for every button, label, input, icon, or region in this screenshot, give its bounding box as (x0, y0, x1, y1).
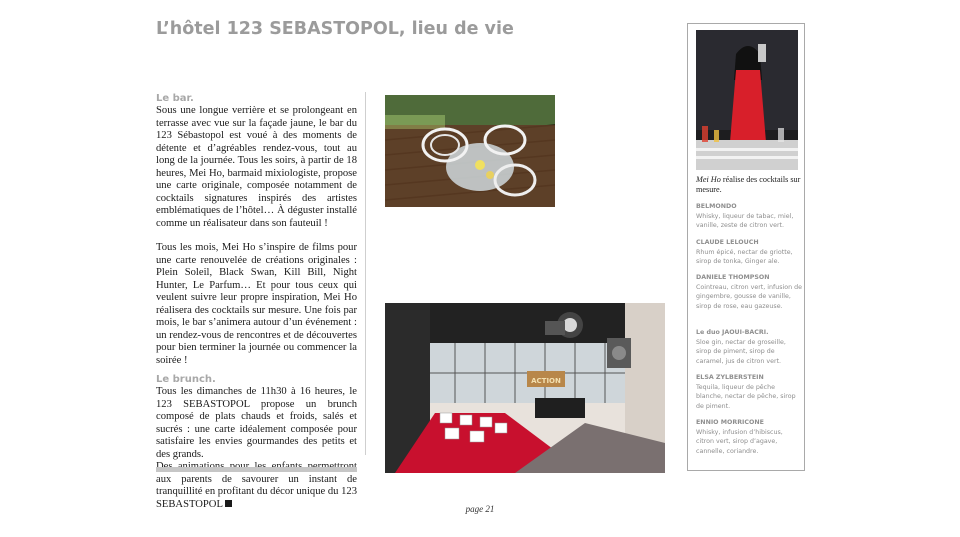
cocktail-item (696, 238, 802, 267)
cocktail-description: Whisky, liqueur de tabac, miel, vanille, zeste de citron vert. (696, 212, 794, 230)
cocktail-name: CLAUDE LELOUCH (696, 239, 759, 246)
cocktail-name: DANIELE THOMPSON (696, 274, 770, 281)
bar-paragraph-2: Tous les mois, Mei Ho s’inspire de films pour une carte renouvelée de créations originales : Plein Soleil, Black Swan, Kill Bill, Night Hunter, Le Parfum… Et pour tous ceux qui veulent suivre leur propre inspiration, Mei Ho réalisera des cocktails sur mesure. Une fois par mois, le bar s’animera autour d’un événement : un rendez-vous de rencontres et de découvertes pour bien terminer la journée ou commencer la soirée ! (156, 242, 357, 366)
bar-paragraph-1: Sous une longue verrière et se prolongeant en terrasse avec vue sur la façade jaune, le bar du 123 Sébastopol est voué à des moments de détente et d’agréables rendez-vous, tout au long de la journée. Tous les soirs, à partir de 18 heures, Mei Ho, barmaid mixiologiste, propose une carte originale, composée notamment de cocktails signatures inspirés des artistes emblématiques de l’hôtel… À déguster installé comme un réalisateur dans son fauteuil ! (156, 105, 357, 229)
brunch-heading: Le brunch. (156, 374, 216, 385)
bar-interior-illustration (385, 303, 665, 473)
cocktail-description: Whisky, infusion d’hibiscus, citron vert, sirop d’agave, cannelle, coriandre. (696, 428, 783, 455)
column-divider (365, 92, 366, 455)
photo-caption (696, 175, 804, 194)
cocktail-item (696, 328, 802, 366)
cocktail-item (696, 418, 802, 456)
cocktail-description: Cointreau, citron vert, infusion de gingembre, gousse de vanille, sirop de rose, eau gazeuse. (696, 283, 802, 310)
brunch-paragraph-1: Tous les dimanches de 11h30 à 16 heures, le 123 SEBASTOPOL propose un brunch composé de plats chauds et froids, salés et sucrés : une carte idéalement composée pour satisfaire les envies gourmandes des petits et des grands. (156, 386, 357, 460)
bar-heading: Le bar. (156, 93, 194, 104)
bottom-rule (156, 467, 357, 472)
cocktail-description: Rhum épicé, nectar de griotte, sirop de tonka, Ginger ale. (696, 248, 793, 266)
main-text-column (156, 92, 357, 511)
caption-name: Mei Ho (696, 175, 721, 184)
terrace-photo-illustration (385, 95, 555, 207)
bar-interior-photo (385, 303, 665, 473)
bartender-photo (696, 30, 798, 170)
terrace-photo (385, 95, 555, 207)
cocktail-item (696, 373, 802, 411)
bartender-photo-illustration (696, 30, 798, 170)
action-sign-text: ACTION (531, 377, 561, 385)
cocktail-name: ELSA ZYLBERSTEIN (696, 374, 764, 381)
cocktail-description: Sloe gin, nectar de groseille, sirop de piment, sirop de caramel, jus de citron vert. (696, 338, 786, 365)
caption-text: réalise des cocktails sur mesure. (696, 175, 801, 194)
cocktail-name: BELMONDO (696, 203, 737, 210)
cocktail-description: Tequila, liqueur de pêche blanche, nectar de pêche, sirop de piment. (696, 383, 796, 410)
page-title: L’hôtel 123 SEBASTOPOL, lieu de vie (156, 19, 514, 39)
cocktail-item (696, 202, 802, 231)
cocktail-name: ENNIO MORRICONE (696, 419, 764, 426)
cocktail-name: Le duo JAOUI-BACRI. (696, 329, 769, 336)
cocktail-item (696, 273, 802, 311)
brunch-paragraph-2: aux parents de savourer un instant de tranquillité en profitant du décor unique du 123 SEBASTOPOL (156, 473, 357, 510)
page-number: page 21 (465, 504, 495, 514)
